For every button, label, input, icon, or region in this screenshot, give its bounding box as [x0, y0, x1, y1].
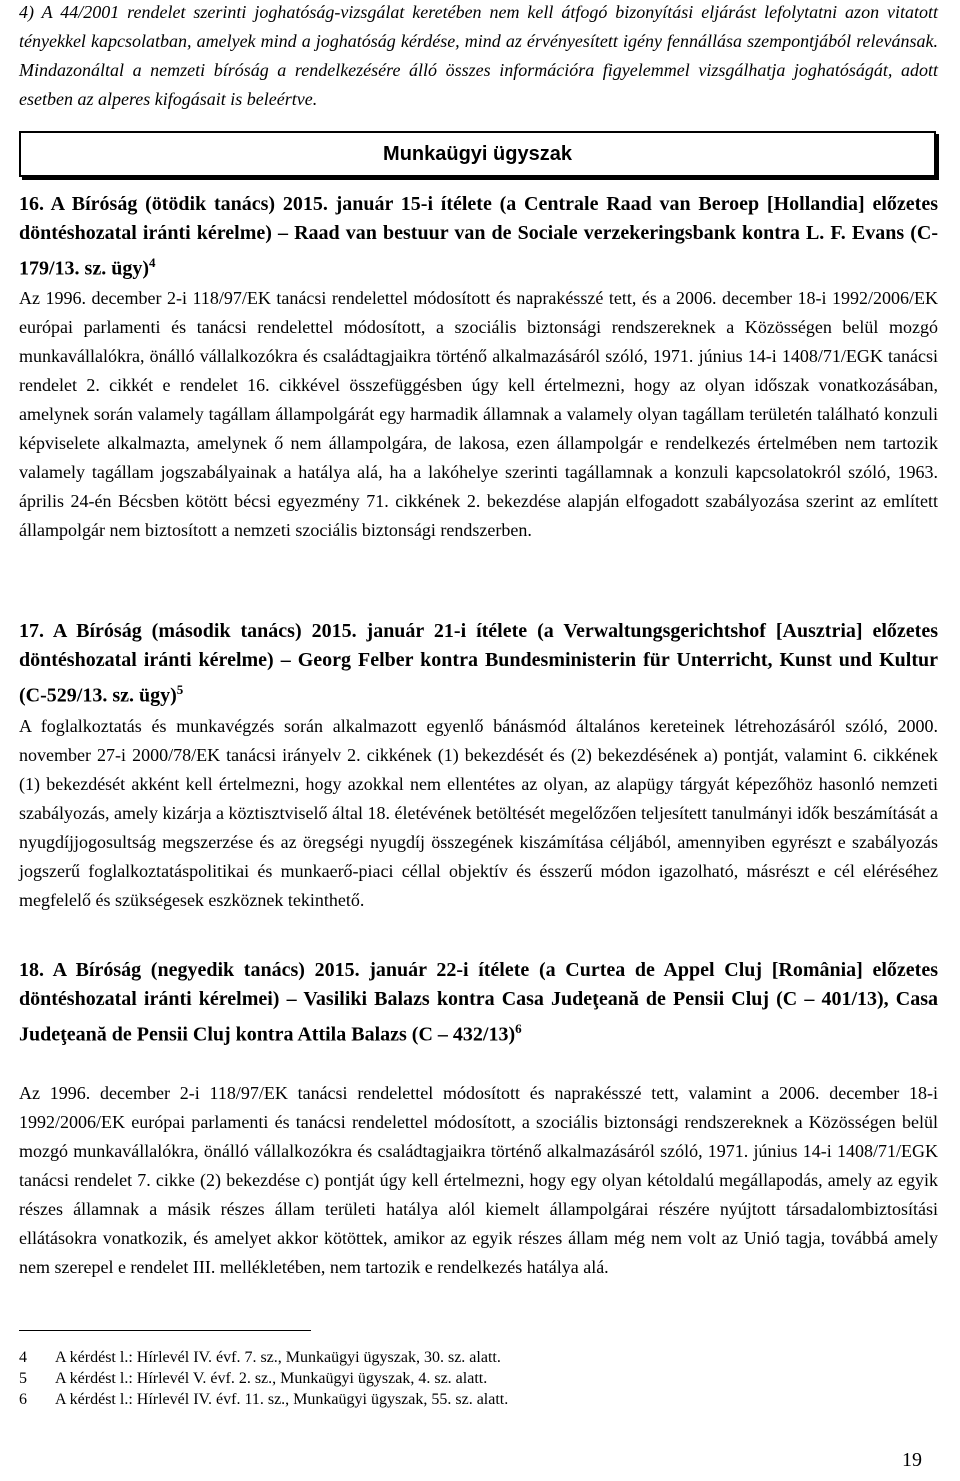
footnote-text: A kérdést l.: Hírlevél IV. évf. 11. sz., Munkaügyi ügyszak, 55. sz. alatt.	[55, 1391, 509, 1408]
footnote-item	[19, 1347, 508, 1368]
section-title: Munkaügyi ügyszak	[383, 142, 572, 165]
footnote-text: A kérdést l.: Hírlevél V. évf. 2. sz., Munkaügyi ügyszak, 4. sz. alatt.	[55, 1370, 488, 1387]
page-number: 19	[902, 1449, 922, 1471]
case-17-title-text: 17. A Bíróság (második tanács) 2015. január 21-i ítélete (a Verwaltungsgerichtshof [Ausztria] előzetes döntéshozatal iránti kérelme) – Georg Felber kontra Bundesministerin für Unterricht, Kunst und Kultur (C-529/13. sz. ügy)	[19, 620, 938, 707]
footnote-separator	[19, 1330, 311, 1331]
footnote-text: A kérdést l.: Hírlevél IV. évf. 7. sz., Munkaügyi ügyszak, 30. sz. alatt.	[55, 1349, 501, 1366]
case-17-footnote-ref: 5	[176, 682, 184, 697]
case-17-title	[19, 617, 938, 711]
intro-paragraph: 4) A 44/2001 rendelet szerinti joghatóság-vizsgálat keretében nem kell átfogó bizonyítási eljárást lefolytatni azon vitatott tényekkel kapcsolatban, amelyek mind a joghatóság kérdése, mind az érvényesített igény fennállása szempontjából relevánsak. Mindazonáltal a nemzeti bíróság a rendelkezésére álló összes információra figyelemmel vizsgálhatja joghatóságát, adott esetben az alperes kifogásait is beleértve.	[19, 2, 938, 109]
case-18-title	[19, 956, 938, 1050]
section-header	[19, 131, 936, 177]
case-17-body: A foglalkoztatás és munkavégzés során alkalmazott egyenlő bánásmód általános kereteinek létrehozásáról szóló, 2000. november 27-i 2000/78/EK tanácsi irányelv 2. cikkének (1) bekezdését és (2) bekezdésének a) pontját, valamint 6. cikkének (1) bekezdését akként kell értelmezni, hogy azokkal nem ellentétes az olyan, az alapügy tárgyát képezőhöz hasonló nemzeti szabályozás, amely kizárja a köztisztviselő által 18. életévének betöltését megelőzően teljesített tanulmányi idők beszámítását a nyugdíjjogosultság megszerzése és az öregségi nyugdíj összegének kiszámítása céljából, amennyiben egyrészt e szabályozás jogszerű foglalkoztatáspolitikai és munkaerő-piaci céllal objektív és ésszerű módon igazolható, másrészt e cél eléréséhez megfelelő és szükségesek eszköznek tekinthető.	[19, 716, 938, 910]
case-18-footnote-ref: 6	[515, 1021, 522, 1036]
footnote-item	[19, 1368, 508, 1389]
case-18-body: Az 1996. december 2-i 118/97/EK tanácsi rendelettel módosított és naprakésszé tett, valamint a 2006. december 18-i 1992/2006/EK európai parlamenti és tanácsi rendelettel módosított, a szociális biztonsági rendszereknek a Közösségen belül mozgó munkavállalókra, önálló vállalkozókra és családtagjaikra történő alkalmazásáról szóló, 1971. június 14-i 1408/71/EGK tanácsi rendelet 7. cikke (2) bekezdése c) pontját úgy kell értelmezni, hogy egy olyan kétoldalú megállapodás, amely az egyik részes államnak a másik részes állam területi hatálya alól kiemelt állampolgárai részére nyújtott társadalombiztosítási ellátásokra vonatkozik, és amelyet akkor kötöttek, amikor az egyik részes állam még nem volt az Unió tagja, továbbá amely nem szerepel e rendelet III. mellékletében, nem tartozik e rendelkezés hatálya alá.	[19, 1083, 938, 1277]
footnote-item	[19, 1389, 508, 1410]
case-16-title-text: 16. A Bíróság (ötödik tanács) 2015. január 15-i ítélete (a Centrale Raad van Beroep [Hollandia] előzetes döntéshozatal iránti kérelme) – Raad van bestuur van de Sociale verzekeringsbank kontra L. F. Evans (C-179/13. sz. ügy)	[19, 193, 938, 280]
footnote-number: 4	[19, 1349, 27, 1366]
footnote-number: 6	[19, 1391, 27, 1408]
case-16-body: Az 1996. december 2-i 118/97/EK tanácsi rendelettel módosított és naprakésszé tett, és a 2006. december 18-i 1992/2006/EK európai parlamenti és tanácsi rendelettel módosított, a szociális biztonsági rendszereknek a Közösségen belül mozgó munkavállalókra, önálló vállalkozókra és családtagjaikra történő alkalmazásáról szóló, 1971. június 14-i 1408/71/EGK tanácsi rendelet 2. cikkét e rendelet 16. cikkével összefüggésben úgy kell értelmezni, hogy az olyan időszak vonatkozásában, amelynek során valamely tagállam állampolgárát egy harmadik államnak a valamely olyan tagállam területén található konzuli képviselete alkalmazta, amelynek ő nem állampolgára, de lakosa, ezen állampolgár e rendelkezés értelmében nem tartozik valamely tagállam jogszabályainak a hatálya alá, ha a lakóhelye szerinti tagállamnak a konzuli kapcsolatokról szóló, 1963. április 24-én Bécsben kötött bécsi egyezmény 71. cikkének 2. bekezdése alapján elfogadott szabályozása szerint az említett állampolgár nem biztosított a nemzeti szociális biztonsági rendszerben.	[19, 288, 938, 540]
footnotes	[19, 1347, 508, 1410]
case-16-footnote-ref: 4	[149, 255, 156, 270]
case-16-title	[19, 190, 938, 284]
case-18-title-text: 18. A Bíróság (negyedik tanács) 2015. január 22-i ítélete (a Curtea de Appel Cluj [România] előzetes döntéshozatal iránti kérelmei) – Vasiliki Balazs kontra Casa Judeţeană de Pensii Cluj (C – 401/13), Casa Judeţeană de Pensii Cluj kontra Attila Balazs (C – 432/13)	[19, 959, 938, 1046]
footnote-number: 5	[19, 1370, 27, 1387]
